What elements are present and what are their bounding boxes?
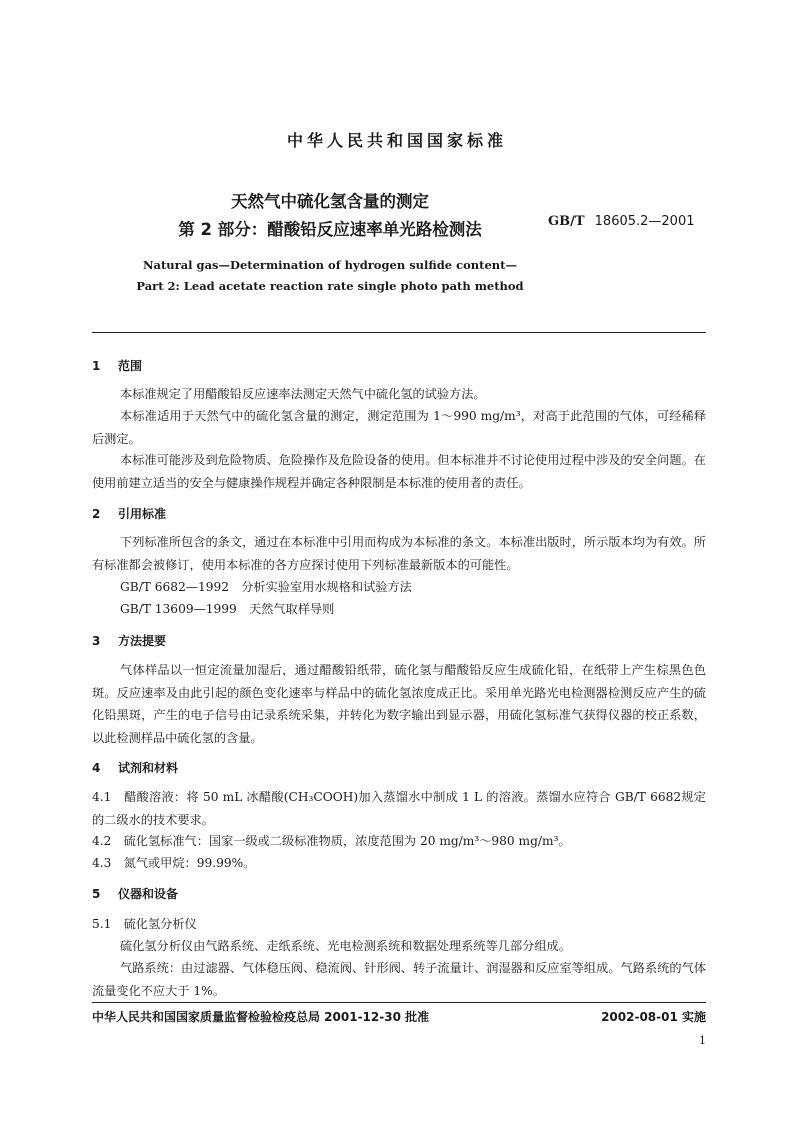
section-3-para-1: 气体样品以一恒定流量加湿后，通过醋酸铅纸带，硫化氢与醋酸铅反应生成硫化铅，在纸带上产生棕黑色色斑。反应速率及由此引起的颜色变化速率与样品中的硫化氢浓度成正比。采用单光路光电检测器检测反应产生的硫化铅黑斑，产生的电子信号由记录系统采集，并转化为数字输出到显示器，用硫化氢标准气获得仪器的校正系数，以此检测样品中硫化氢的含量。 <box>92 663 706 745</box>
section-5-para-2: 气路系统：由过滤器、气体稳压阀、稳流阀、针形阀、转子流量计、润湿器和反应室等组成。气路系统的气体流量变化不应大于 1%。 <box>92 961 706 998</box>
reference-standard-1: GB/T 6682—1992 分析实验室用水规格和试验方法 <box>120 580 412 594</box>
section-1-heading <box>92 357 142 374</box>
section-5-item-1: 5.1 硫化氢分析仪 <box>92 917 197 931</box>
section-title: 范围 <box>118 359 143 373</box>
issuing-authority-header: 中华人民共和国国家标准 <box>286 131 507 150</box>
approval-line: 中华人民共和国国家质量监督检验检疫总局 2001-12-30 批准 <box>92 1010 430 1024</box>
section-3-heading <box>92 632 166 649</box>
section-2-heading <box>92 505 166 522</box>
section-number: 2 <box>92 507 101 521</box>
title-cn-line2: 第 2 部分：醋酸铅反应速率单光路检测法 <box>178 220 482 239</box>
section-number: 1 <box>92 359 101 373</box>
footer-divider <box>92 1002 706 1003</box>
standard-code <box>548 214 695 229</box>
section-title: 引用标准 <box>118 507 167 521</box>
section-title: 仪器和设备 <box>118 887 179 901</box>
section-number: 5 <box>92 887 101 901</box>
section-title: 试剂和材料 <box>118 761 179 775</box>
section-4-heading <box>92 759 178 776</box>
section-5-heading <box>92 885 178 902</box>
section-number: 4 <box>92 761 101 775</box>
page-number: 1 <box>699 1034 706 1047</box>
section-4-item-1: 4.1 醋酸溶液：将 50 mL 冰醋酸(CH₃COOH)加入蒸馏水中制成 1 L 的溶液。蒸馏水应符合 GB/T 6682规定的二级水的技术要求。 <box>92 790 706 827</box>
section-1-para-3: 本标准可能涉及到危险物质、危险操作及危险设备的使用。但本标准并不讨论使用过程中涉及的安全问题。在使用前建立适当的安全与健康操作规程并确定各种限制是本标准的使用者的责任。 <box>92 453 706 490</box>
section-1-para-1: 本标准规定了用醋酸铅反应速率法测定天然气中硫化氢的试验方法。 <box>120 387 486 401</box>
section-4-item-3: 4.3 氮气或甲烷：99.99%。 <box>92 856 256 870</box>
section-title: 方法提要 <box>118 634 167 648</box>
section-1-para-2: 本标准适用于天然气中的硫化氢含量的测定，测定范围为 1～990 mg/m³，对高于此范围的气体，可经稀释后测定。 <box>92 409 706 446</box>
section-4-item-2: 4.2 硫化氢标准气：国家一级或二级标准物质，浓度范围为 20 mg/m³～980 mg/m³。 <box>92 834 571 848</box>
implementation-date: 2002-08-01 实施 <box>601 1010 706 1024</box>
section-2-para-1: 下列标准所包含的条文，通过在本标准中引用而构成为本标准的条文。本标准出版时，所示版本均为有效。所有标准都会被修订，使用本标准的各方应探讨使用下列标准最新版本的可能性。 <box>92 535 706 572</box>
standard-code-number: 18605.2—2001 <box>594 214 695 229</box>
reference-standard-2: GB/T 13609—1999 天然气取样导则 <box>120 602 335 616</box>
section-5-para-1: 硫化氢分析仪由气路系统、走纸系统、光电检测系统和数据处理系统等几部分组成。 <box>120 939 571 953</box>
standard-code-prefix: GB/T <box>548 214 585 229</box>
header-divider <box>92 332 706 333</box>
section-number: 3 <box>92 634 101 648</box>
title-en-line1: Natural gas—Determination of hydrogen sulfide content— <box>143 258 517 272</box>
title-cn-line1: 天然气中硫化氢含量的测定 <box>231 192 429 211</box>
title-en-line2: Part 2: Lead acetate reaction rate single photo path method <box>136 279 524 293</box>
